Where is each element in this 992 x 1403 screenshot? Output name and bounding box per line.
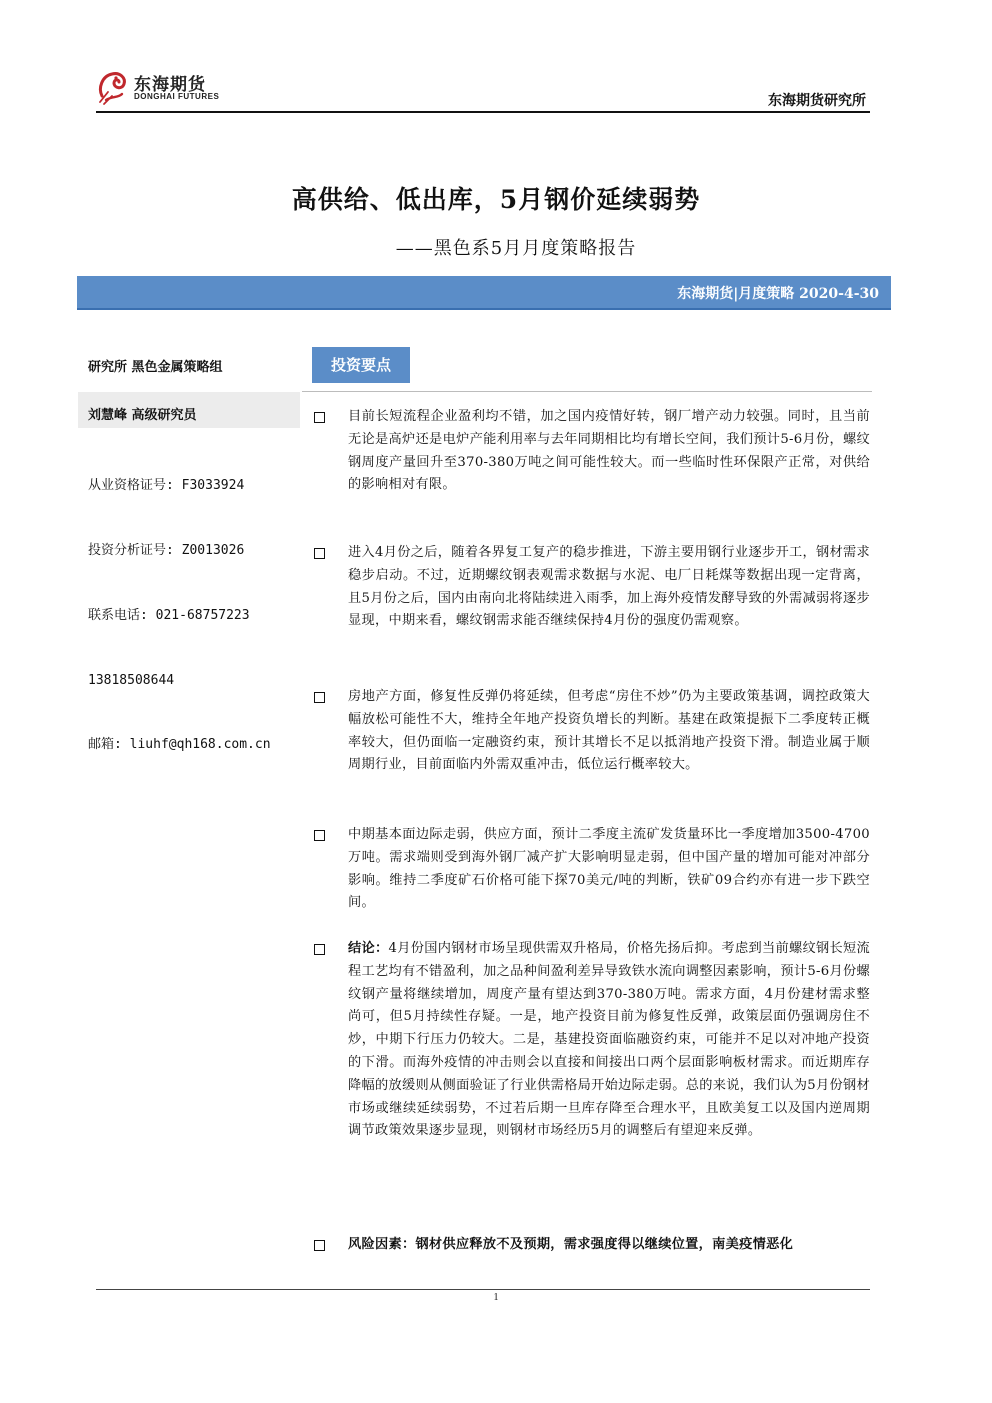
bullet-text: 目前长短流程企业盈利均不错，加之国内疫情好转，钢厂增产动力较强。同时，且当前无论是高炉还是电炉产能利用率与去年同期相比均有增长空间，我们预计5-6月份，螺纹钢周度产量回升至370-380万吨之间可能性较大。而一些临时性环保限产正常，对供给的影响相对有限。 (348, 409, 870, 493)
header-divider (96, 111, 870, 113)
analyst-number: 投资分析证号: Z0013026 (88, 542, 245, 558)
header-institute-label: 东海期货研究所 (768, 93, 866, 109)
bullet-text: 房地产方面，修复性反弹仍将延续，但考虑“房住不炒”仍为主要政策基调，调控政策大幅放松可能性不大，维持全年地产投资负增长的判断。基建在政策提振下二季度转正概率较大，但仍面临一定融资约束，预计其增长不足以抵消地产投资下滑。制造业属于顺周期行业，目前面临内外需双重冲击，低位运行概率较大。 (348, 689, 870, 773)
author-name: 刘慧峰 高级研究员 (88, 408, 197, 423)
sidebar-author-info (88, 356, 300, 753)
logo-english-name: DONGHAI FUTURES (134, 92, 220, 101)
research-group: 研究所 黑色金属策略组 (88, 360, 223, 375)
phone-number: 联系电话: 021-68757223 (88, 607, 250, 623)
contact-details (88, 432, 271, 799)
donghai-logo (96, 66, 236, 110)
bullet-text: 中期基本面边际走弱，供应方面，预计二季度主流矿发货量环比一季度增加3500-4700万吨。需求端则受到海外钢厂减产扩大影响明显走弱，但中国产量的增加可能对冲部分影响。维持二季度矿石价格可能下探70美元/吨的判断，铁矿09合约亦有进一步下跌空间。 (348, 827, 870, 911)
report-banner (77, 276, 891, 310)
bullet-text: 风险因素：钢材供应释放不及预期，需求强度得以继续位置，南美疫情恶化 (348, 1237, 794, 1252)
page-number: 1 (493, 1292, 499, 1303)
checkbox-bullet-icon (314, 944, 325, 955)
checkbox-bullet-icon (314, 830, 325, 841)
bullet-text: 结论：4月份国内钢材市场呈现供需双升格局，价格先扬后抑。考虑到当前螺纹钢长短流程工艺均有不错盈利，加之品种间盈利差异导致铁水流向调整因素影响，预计5-6月份螺纹钢产量将继续增加，周度产量有望达到370-380万吨。需求方面，4月份建材需求整尚可，但5月持续性存疑。一是，地产投资目前为修复性反弹，政策层面仍强调房住不炒，中期下行压力仍较大。二是，基建投资面临融资约束，可能并不足以对冲地产投资的下滑。而海外疫情的冲击则会以直接和间接出口两个层面影响板材需求。而近期库存降幅的放缓则从侧面验证了行业供需格局开始边际走弱。总的来说，我们认为5月份钢材市场或继续延续弱势，不过若后期一旦库存降至合理水平，且欧美复工以及国内逆周期调节政策效果逐步显现，则钢材市场经历5月的调整后有望迎来反弹。 (348, 941, 870, 1139)
logo-chinese-name: 东海期货 (134, 75, 206, 95)
report-subtitle: ——黑色系5月月度策略报告 (395, 238, 637, 259)
checkbox-bullet-icon (314, 548, 325, 559)
key-points-divider (302, 391, 872, 392)
report-title: 高供给、低出库，5月钢价延续弱势 (291, 185, 701, 214)
checkbox-bullet-icon (314, 412, 325, 423)
banner-text: 东海期货|月度策略 2020-4-30 (677, 286, 879, 302)
key-points-tab: 投资要点 (312, 347, 410, 383)
email-address: 邮箱: liuhf@qh168.com.cn (88, 737, 271, 753)
mobile-number: 13818508644 (88, 672, 175, 688)
qualification-number: 从业资格证号: F3033924 (88, 478, 245, 494)
checkbox-bullet-icon (314, 692, 325, 703)
checkbox-bullet-icon (314, 1240, 325, 1251)
footer-divider (96, 1289, 870, 1290)
dragon-logo-icon (96, 66, 130, 106)
bullet-text: 进入4月份之后，随着各界复工复产的稳步推进，下游主要用钢行业逐步开工，钢材需求稳步启动。不过，近期螺纹钢表观需求数据与水泥、电厂日耗煤等数据出现一定背离，且5月份之后，国内由南向北将陆续进入雨季，加上海外疫情发酵导致的外需减弱将逐步显现，中期来看，螺纹钢需求能否继续保持4月份的强度仍需观察。 (348, 545, 870, 629)
